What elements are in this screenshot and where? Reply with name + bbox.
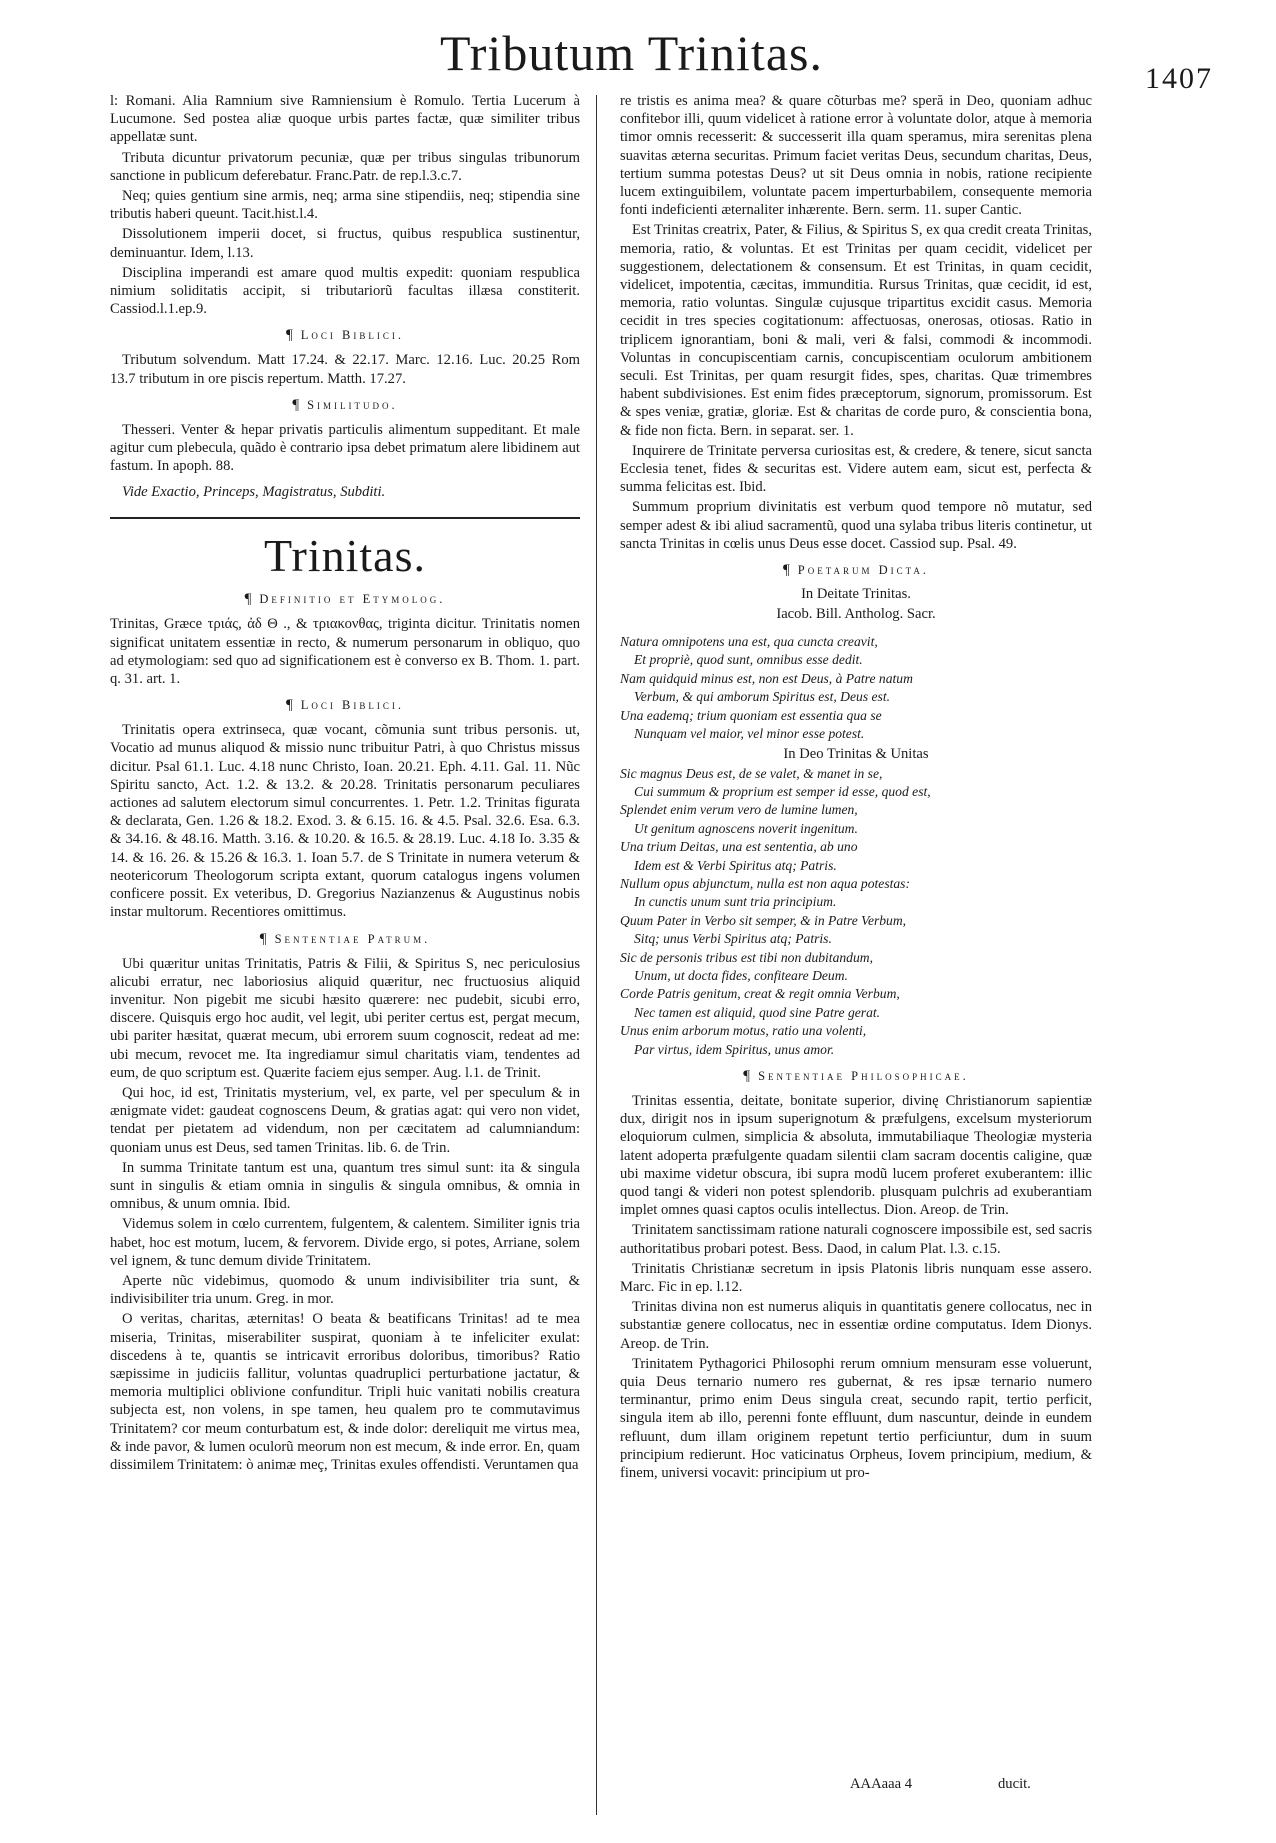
verse-line: Idem est & Verbi Spiritus atq; Patris. <box>634 857 837 873</box>
poem-title: In Deitate Trinitas. <box>801 586 911 603</box>
section-rule <box>110 517 580 519</box>
philosophicae-paragraph: Trinitas divina non est numerus aliquis in quantitatis genere collocatus, nec in substantiæ genere collocatus, nec in essentiæ ordine computatus. Idem Dionys. Areop. de Trin. <box>620 1299 1092 1352</box>
section-heading-philosophicae <box>620 1068 1092 1085</box>
philosophicae-paragraph: Trinitatis Christianæ secretum in ipsis Platonis libris nunquam esse assero. Marc. Fic in ep. l.12. <box>620 1260 1092 1296</box>
section-heading-text: Definitio et Etymolog. <box>259 592 446 607</box>
pilcrow-icon: ¶ <box>244 591 252 608</box>
verse-line: Verbum, & qui amborum Spiritus est, Deus est. <box>634 689 891 705</box>
poem-author: Iacob. Bill. Antholog. Sacr. <box>776 606 936 623</box>
section-heading-poetarum <box>620 562 1092 579</box>
section-heading-text: Loci Biblici. <box>300 698 404 713</box>
verse-line: Una trium Deitas, una est sententia, ab uno <box>620 839 858 855</box>
tributum-paragraph: Tributa dicuntur privatorum pecuniæ, quæ per tribus singulas tribunorum sanctione in publicum deferebatur. Franc.Patr. de rep.l.3.c.7. <box>110 149 580 184</box>
section-heading-text: Loci Biblici. <box>300 328 404 343</box>
poem <box>620 633 1092 1059</box>
tributum-paragraph: Dissolutionem imperii docet, si fructus, quibus respublica sustinentur, deminuantur. Idem, l.13. <box>110 226 580 261</box>
pilcrow-icon: ¶ <box>292 396 300 413</box>
signature-mark: AAAaaa 4 <box>850 1776 912 1792</box>
philosophicae-paragraph: Trinitas essentia, deitate, bonitate superior, divinę Christianorum sapientiæ dux, dirigit nos in ipsum superignotum & præfulgens, excelsum mysteriorum eloquiorum culmen, simplicia & absoluta, immutabiliaque Theologiæ mysteria latent adoperta præfulgente quadam silentii clam sacram docentis caligine, quæ ubi maxime videtur obscura, ibi supra modũ lucem proferet exuberantem: illic quod tangi & videri non potest splendorib. plusquam pulchris ad exuberantiam implet omnes quasi captos oculis intellectus. Dion. Areop. de Trin. <box>620 1093 1092 1219</box>
section-heading-text: Sententiae Philosophicae. <box>758 1069 969 1084</box>
verse-line: Corde Patris genitum, creat & regit omnia Verbum, <box>620 986 900 1002</box>
verse-line: Quum Pater in Verbo sit semper, & in Patre Verbum, <box>620 912 907 928</box>
running-head: Tributum Trinitas. <box>440 25 823 81</box>
pilcrow-icon: ¶ <box>259 930 267 947</box>
verse-line: Nullum opus abjunctum, nulla est non aqua potestas: <box>620 875 910 891</box>
cross-reference: Vide Exactio, Princeps, Magistratus, Subditi. <box>122 484 386 501</box>
section-heading-loci-biblici <box>110 697 580 714</box>
verse-line: Una eademq; trium quoniam est essentia qua se <box>620 707 882 723</box>
left-column <box>110 92 580 1476</box>
section-heading-text: Similitudo. <box>307 397 398 412</box>
poem-subtitle: In Deo Trinitas & Unitas <box>783 745 929 762</box>
patrum-paragraph: Aperte nũc videbimus, quomodo & unum indivisibiliter tria sunt, & indivisibiliter tria unum. Greg. in mor. <box>110 1272 580 1308</box>
verse-line: Unum, ut docta fides, confiteare Deum. <box>634 967 848 983</box>
verse-line: Par virtus, idem Spiritus, unus amor. <box>634 1041 835 1057</box>
section-heading-text: Poetarum Dicta. <box>797 563 930 578</box>
verse-line: Unus enim arborum motus, ratio una volenti, <box>620 1023 867 1039</box>
philosophicae-paragraph: Trinitatem Pythagorici Philosophi rerum omnium mensuram esse voluerunt, quia Deus ternario numero res gubernat, & res ipsæ ternario numero terminantur, primo enim Deus singula creat, secundo rapit, tertio perficit, singula item ab illo, perenni fonte effluunt, dum nascuntur, deinde in eundem refluunt, dum illam originem repetunt tertio perficiuntur, dum in suum principium redierunt. Hoc vaticinatus Orpheus, Iovem principium, medium, & finem, universi vocavit: principium ut pro- <box>620 1355 1092 1482</box>
bernard-paragraph: Summum proprium divinitatis est verbum quod tempore nõ mutatur, sed semper adest & ibi aliud sacramentũ, quod una sylaba tribus literis continetur, ut sancta Trinitas in cœlis unus Deus esse docet. Cassiod sup. Psal. 49. <box>620 499 1092 552</box>
verse-line: Sitq; unus Verbi Spiritus atq; Patris. <box>634 931 832 947</box>
pilcrow-icon: ¶ <box>782 562 790 579</box>
column-divider <box>596 95 597 1815</box>
loci-biblici-text: Trinitatis opera extrinseca, quæ vocant, cõmunia sunt tribus personis. ut, Vocatio ad munus aliquod & missio nunc tribuitur Patri, à quo Christus missus dicitur. Psal 61.1. Luc. 4.18 nunc Christo, Ioan. 20.21. Eph. 4.11. Gal. 11. Nũc Spiritu sancto, Act. 1.2. & 13.2. & 20.28. Trinitatis personarum peculiares actiones ad salutem electorum simul concurrentes. 1. Petr. 1.2. Trinitas figurata & declarata, Gen. 1.26 & 18.2. Exod. 3. & 6.15. 16. & 4.5. Psal. 32.6. Esa. 6.3. & 34.16. & 48.16. Matth. 3.16. & 10.20. & 16.5. & 28.19. Luc. 4.18 Io. 3.35 & 14. & 16. 26. & 15.26 & 16.3. 1. Ioan 5.7. de S Trinitate in numera veterum & neotericorum Theologorum scripta extant, quorum catalogus ingens volumen conficere possit. Ex veteribus, D. Gregorius Nazianzenus & Augustinus nobis instar multorum. Recentiores omittimus. <box>110 722 580 921</box>
loci-biblici-text: Tributum solvendum. Matt 17.24. & 22.17. Marc. 12.16. Luc. 20.25 Rom 13.7 tributum in ore piscis repertum. Matth. 17.27. <box>110 352 580 387</box>
verse-line: Nam quidquid minus est, non est Deus, à Patre natum <box>620 670 913 686</box>
verse-line: Nec tamen est aliquid, quod sine Patre gerat. <box>634 1004 881 1020</box>
verse-line: Cui summum & proprium est semper id esse, quod est, <box>634 783 931 799</box>
pilcrow-icon: ¶ <box>743 1068 751 1085</box>
section-heading-sententiae-patrum <box>110 931 580 948</box>
tributum-paragraph: l: Romani. Alia Ramnium sive Ramniensium è Romulo. Tertia Lucerum à Lucumone. Sed postea aliæ quoque urbis partes factæ, quæ similiter tribus appellatæ sunt. <box>110 93 580 146</box>
tributum-paragraph: Disciplina imperandi est amare quod multis expedit: quoniam respublica nimium soliditatis accipit, si tributariorũ facultas illæsa constiterit. Cassiod.l.1.ep.9. <box>110 264 580 318</box>
philosophicae-paragraph: Trinitatem sanctissimam ratione naturali cognoscere impossibile est, sed sacris authoritatibus probari potest. Bess. Daod, in calum Plat. l.3. c.15. <box>620 1222 1092 1257</box>
right-column <box>620 92 1092 1484</box>
section-heading-definitio <box>110 591 580 608</box>
page-number: 1407 <box>1145 62 1213 95</box>
verse-line: Sic de personis tribus est tibi non dubitandum, <box>620 949 873 965</box>
signature-line <box>850 1776 1031 1793</box>
verse-line: Natura omnipotens una est, qua cuncta creavit, <box>620 634 878 650</box>
bernard-paragraph: re tristis es anima mea? & quare cõturbas me? speră in Deo, quoniam adhuc confitebor illi, quum videlicet à ratione error à voluntate dolor, atque à memoria timor omnis recesserit: & successerit illa quam speramus, mira serenitas plena suavitas æterna securitas. Primum faciet veritas Deus, secundum charitas, Deus, tertium summa potestas Deus? ut sit Deus omnia in nobis, ratione recipiente lucem extinguibilem, voluntate pacem imperturbabilem, consequente memoria fonti indeficienti æternaliter inhærente. Bern. serm. 11. super Cantic. <box>620 93 1092 219</box>
verse-line: Ut genitum agnoscens noverit ingenitum. <box>634 820 858 836</box>
patrum-paragraph: Qui hoc, id est, Trinitatis mysterium, vel, ex parte, vel per speculum & in ænigmate videt: gaudeat cognoscens Deum, & gratias agat: qui vero non videt, tendat per pietatem ad videndum, non per cæcitatem ad calumniandum: quoniam unus est Deus, sed tamen Trinitas. lib. 6. de Trin. <box>110 1084 580 1156</box>
tributum-paragraph: Neq; quies gentium sine armis, neq; arma sine stipendiis, neq; stipendia sine tributis haberi queunt. Tacit.hist.l.4. <box>110 188 580 223</box>
patrum-paragraph: O veritas, charitas, æternitas! O beata & beatificans Trinitas! ad te mea miseria, Trinitas, miserabiliter suspirat, quoniam à te infeliciter exulat: discedens à te, quantis se intricavit erroribus doloribus, timoribus? Ratio sæpissime in judiciis fallitur, voluntas quadruplici perturbatione jactatur, & memoria multiplici oblivione confunditur. Tripli huic vanitati nobilis creatura subjecta est, non volens, in spe tamen, heu qualem pro te commutavimus Trinitatem? cor meum conturbatum est, & inde dolor: dereliquit me virtus mea, & inde pavor, & lumen oculorũ meorum non est mecum, & inde error. En, quam dissimilem Trinitatem: ò animæ meç, Trinitas exules offendisti. Veruntamen qua <box>110 1311 580 1473</box>
pilcrow-icon: ¶ <box>285 697 293 714</box>
verse-line: Sic magnus Deus est, de se valet, & manet in se, <box>620 765 883 781</box>
definitio-text: Trinitas, Græce τριάς, ἀδ Θ ., & τριακονθας, triginta dicitur. Trinitatis nomen significat unitatem essentiæ in recto, & numerum personarum in obliquo, quo ad etymologiam: sed quo ad significationem est è converso ex B. Thom. 1. part. q. 31. art. 1. <box>110 616 580 688</box>
bernard-paragraph: Est Trinitas creatrix, Pater, & Filius, & Spiritus S, ex qua credit creata Trinitas, memoria, ratio, & voluntas. Et est Trinitas per quam cecidit, videlicet per suggestionem, delectationem & consensum. Et est Trinitas, in quam cecidit, videlicet, impotentia, cæcitas, immunditia. Rursus Trinitas, quæ cecidit, id est, memoria, ratio voluntas. Singulæ cujusque tripartitus excidit casus. Memoria cecidit in tres species cogitationum: affectuosas, onerosas, otiosas. Ratio in triplicem ignorantiam, boni & mali, veri & falsi, commodi & incommodi. Voluntas in concupiscentiam carnis, concupiscentiam oculorum ambitionem seculi. Est Trinitas, per quam resurgit fides, spes, charitas. Quæ trimembres habent subdivisiones. Est enim fides præceptorum, signorum, promissorum. Est & spes veniæ, gratiæ, gloriæ. Est & charitas de corde puro, & conscientia bona, & fide non ficta. Bern. in separat. ser. 1. <box>620 222 1092 439</box>
entry-title: Trinitas. <box>264 530 426 582</box>
pilcrow-icon: ¶ <box>285 327 293 344</box>
bernard-paragraph: Inquirere de Trinitate perversa curiositas est, & credere, & tenere, sicut sancta Ecclesia tenet, fides & securitas est. Videre autem eam, sicut est, perfecta & summa felicitas est. Ibid. <box>620 442 1092 496</box>
section-heading-text: Sententiae Patrum. <box>274 931 431 946</box>
section-heading-similitudo <box>110 397 580 414</box>
verse-line: Et propriè, quod sunt, omnibus esse dedit. <box>634 652 863 668</box>
patrum-paragraph: Videmus solem in cœlo currentem, fulgentem, & calentem. Similiter ignis tria habet, hoc est motum, lucem, & fervorem. Divide ergo, si potes, Arriane, solem vel ignem, & tunc demum divide Trinitatem. <box>110 1216 580 1269</box>
verse-line: In cunctis unum sunt tria principium. <box>634 894 837 910</box>
section-heading-loci-biblici <box>110 327 580 344</box>
patrum-paragraph: Ubi quæritur unitas Trinitatis, Patris & Filii, & Spiritus S, nec periculosius alicubi erratur, nec laboriosius aliquid quæritur, nec fructuosius aliquid invenitur. Non pigebit me sicubi hæsito quærere: nec pudebit, sicubi erro, discere. Quisquis ergo hoc audit, vel legit, ubi periter certus est, pergat mecum, ubi pariter hæsitat, quærat mecum, ubi errorem suum cognoscit, redeat ad me: ubi mecum, revocet me. Ita ingrediamur simul charitatis viam, tendentes ad eum, de quo scriptum est. Quærite faciem ejus semper. Aug. l.1. de Trinit. <box>110 955 580 1081</box>
similitudo-text: Thesseri. Venter & hepar privatis particulis alimentum suppeditant. Et male agitur cum plebecula, quãdo è contrario ipsa debet primatum alere libidinem aut fastum. In apoph. 88. <box>110 421 580 475</box>
verse-line: Splendet enim verum vero de lumine lumen, <box>620 802 858 818</box>
catchword: ducit. <box>998 1776 1031 1792</box>
verse-line: Nunquam vel maior, vel minor esse potest. <box>634 726 865 742</box>
patrum-paragraph: In summa Trinitate tantum est una, quantum tres simul sunt: ita & singula sunt in singulis & etiam omnia in singulis & singula omnibus, & omnia in omnibus, & unum omnia. Ibid. <box>110 1159 580 1213</box>
